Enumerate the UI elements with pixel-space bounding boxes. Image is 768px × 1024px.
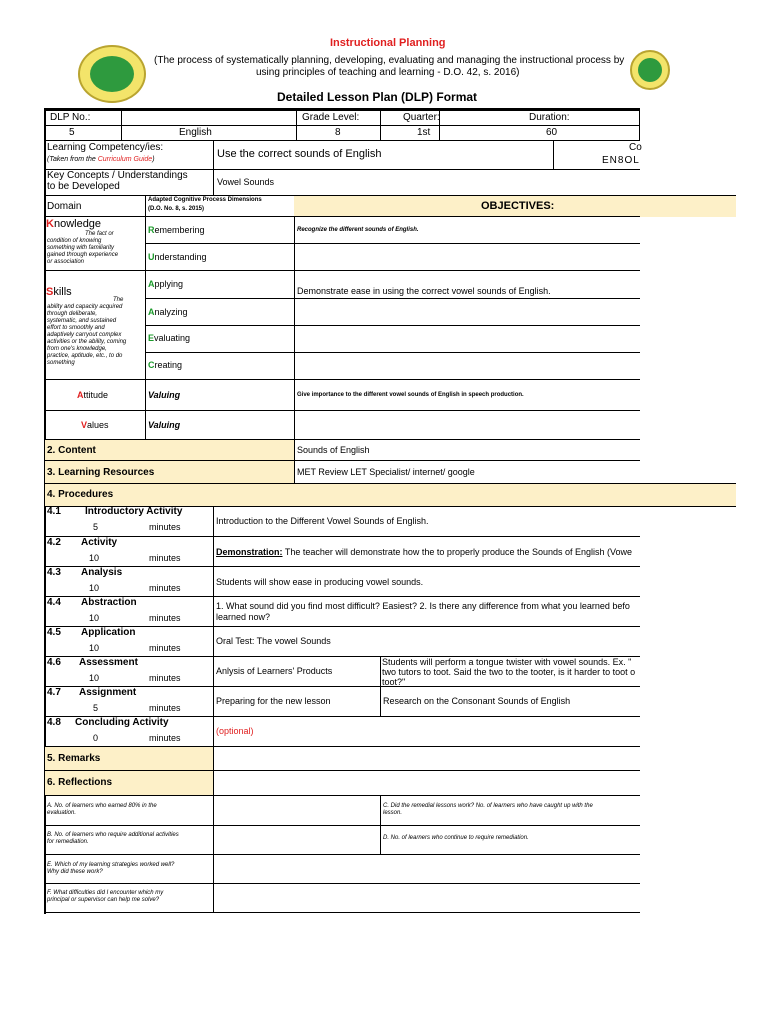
header-description-line1: (The process of systematically planning, developing, evaluating and managing the instructional process by bbox=[154, 55, 625, 66]
grade-value-cell: 8 bbox=[296, 125, 381, 141]
concepts-value-cell: Vowel Sounds bbox=[213, 169, 640, 196]
reflection-e-answer bbox=[213, 854, 640, 884]
understanding-cell: Understanding bbox=[145, 243, 295, 271]
procedure-row-label: 4.3 Analysis 10 minutes bbox=[44, 566, 214, 597]
values-label-cell: Values bbox=[44, 410, 146, 440]
reflections-label-cell: 6. Reflections bbox=[44, 770, 214, 796]
reflection-b-cell: B. No. of learners who require additional activities for remediation. bbox=[44, 825, 214, 855]
dlp-no-label-cell: DLP No.: bbox=[44, 110, 122, 126]
skills-label-cell: Skills The ability and capacity acquired through deliberate, systematic, and sustained effort to smoothly and adaptively carryout complex activities or the ability, coming from one's knowledge, practice, aptitude, etc., to do something bbox=[44, 270, 146, 380]
remarks-label-cell: 5. Remarks bbox=[44, 746, 214, 771]
procedure-row-label: 4.7 Assignment 5 minutes bbox=[44, 686, 214, 717]
reflection-f-answer bbox=[213, 883, 640, 913]
remembering-objective-cell: Recognize the different sounds of English. bbox=[294, 216, 640, 244]
resources-value-cell: MET Review LET Specialist/ internet/ google bbox=[294, 460, 640, 484]
reflection-b-answer bbox=[213, 825, 381, 855]
objectives-header-cell: OBJECTIVES: bbox=[294, 195, 736, 217]
attitude-objective-cell: Give importance to the different vowel sounds of English in speech production. bbox=[294, 379, 640, 411]
procedure-row-text: Oral Test: The vowel Sounds bbox=[213, 626, 640, 657]
grade-label-cell: Grade Level: bbox=[296, 110, 381, 126]
procedure-row-label: 4.1 Introductory Activity 5 minutes bbox=[44, 506, 214, 537]
evaluating-objective-cell bbox=[294, 325, 640, 353]
competency-label-cell: Learning Competency/ies: (Taken from the Curriculum Guide) bbox=[44, 140, 214, 170]
knowledge-label-cell: Knowledge The fact or condition of knowing something with familiarity gained through experience or association bbox=[44, 216, 146, 271]
school-seal-logo bbox=[630, 50, 670, 90]
understanding-objective-cell bbox=[294, 243, 640, 271]
reflection-d-cell: D. No. of learners who continue to require remediation. bbox=[380, 825, 640, 855]
procedure-row-text: 1. What sound did you find most difficult? Easiest? 2. Is there any difference from what you learned befo learned now? bbox=[213, 596, 640, 627]
quarter-value-cell: 1st bbox=[380, 125, 440, 141]
procedure-row-label: 4.4 Abstraction 10 minutes bbox=[44, 596, 214, 627]
procedure-row-side-text: Research on the Consonant Sounds of English bbox=[380, 686, 640, 717]
adapted-dimensions-cell: Adapted Cognitive Process Dimensions (D.O. No. 8, s. 2015) bbox=[145, 195, 295, 217]
procedure-row-text: Introduction to the Different Vowel Sounds of English. bbox=[213, 506, 640, 537]
procedure-row-label: 4.2 Activity 10 minutes bbox=[44, 536, 214, 567]
domain-label-cell: Domain bbox=[44, 195, 146, 217]
reflections-value-cell bbox=[213, 770, 640, 796]
dlp-title: Detailed Lesson Plan (DLP) Format bbox=[277, 90, 478, 104]
procedure-row-text: Anlysis of Learners' Products bbox=[213, 656, 381, 687]
quarter-label-cell: Quarter: bbox=[380, 110, 440, 126]
deped-seal-logo bbox=[78, 45, 146, 103]
page-title: Instructional Planning bbox=[330, 37, 446, 49]
resources-label-cell: 3. Learning Resources bbox=[44, 460, 295, 484]
procedure-row-label: 4.8 Concluding Activity 0 minutes bbox=[44, 716, 214, 747]
reflection-c-cell: C. Did the remedial lessons work? No. of learners who have caught up with the lesson. bbox=[380, 795, 640, 826]
creating-objective-cell bbox=[294, 352, 640, 380]
reflection-e-cell: E. Which of my learning strategies worked well? Why did these work? bbox=[44, 854, 214, 884]
procedure-row-text: Students will show ease in producing vowel sounds. bbox=[213, 566, 640, 597]
analyzing-cell: Analyzing bbox=[145, 298, 295, 326]
procedure-row-text: Demonstration: The teacher will demonstrate how the to properly produce the Sounds of English (Vowe bbox=[213, 536, 640, 567]
header-description-line2: using principles of teaching and learning - D.O. 42, s. 2016) bbox=[256, 67, 520, 78]
evaluating-cell: Evaluating bbox=[145, 325, 295, 353]
procedure-row-label: 4.5 Application 10 minutes bbox=[44, 626, 214, 657]
reflection-f-cell: F. What difficulties did I encounter which my principal or supervisor can help me solve? bbox=[44, 883, 214, 913]
applying-objective-cell: Demonstrate ease in using the correct vowel sounds of English. bbox=[294, 270, 640, 299]
duration-label-cell: Duration: bbox=[439, 110, 640, 126]
duration-value-cell: 60 bbox=[439, 125, 640, 141]
procedures-header-cell: 4. Procedures bbox=[44, 483, 736, 507]
values-dimension-cell: Valuing bbox=[145, 410, 295, 440]
reflection-a-answer bbox=[213, 795, 381, 826]
content-value-cell: Sounds of English bbox=[294, 439, 640, 461]
analyzing-objective-cell bbox=[294, 298, 640, 326]
competency-value-cell: Use the correct sounds of English bbox=[213, 140, 554, 170]
remembering-cell: Remembering bbox=[145, 216, 295, 244]
competency-code-cell: Co EN8OL bbox=[553, 140, 640, 170]
reflection-a-cell: A. No. of learners who earned 80% in the evaluation. bbox=[44, 795, 214, 826]
procedure-row-label: 4.6 Assessment 10 minutes bbox=[44, 656, 214, 687]
content-label-cell: 2. Content bbox=[44, 439, 295, 461]
procedure-row-text: (optional) bbox=[213, 716, 640, 747]
applying-cell: Applying bbox=[145, 270, 295, 299]
attitude-dimension-cell: Valuing bbox=[145, 379, 295, 411]
concepts-label-cell: Key Concepts / Understandings to be Developed bbox=[44, 169, 214, 196]
procedure-row-text: Preparing for the new lesson bbox=[213, 686, 381, 717]
values-objective-cell bbox=[294, 410, 640, 440]
remarks-value-cell bbox=[213, 746, 640, 771]
attitude-label-cell: Attitude bbox=[44, 379, 146, 411]
subject-value-cell: English bbox=[121, 125, 297, 141]
creating-cell: Creating bbox=[145, 352, 295, 380]
dlp-no-value-cell: 5 bbox=[44, 125, 122, 141]
procedure-row-side-text: Students will perform a tongue twister with vowel sounds. Ex. " two tutors to toot. Said the two to the tooter, is it harder to toot o toot?" bbox=[380, 656, 640, 687]
blank-cell bbox=[121, 110, 297, 126]
